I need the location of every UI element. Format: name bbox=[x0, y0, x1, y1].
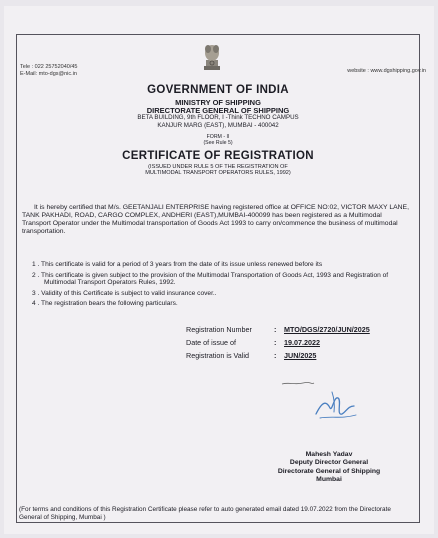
separator-colon: : bbox=[274, 338, 277, 347]
certification-paragraph: It is hereby certified that M/s. GEETANJALI ENTERPRISE having registered office at OFFICE NO:02, VICTOR MAXY LANE, TANK PAKHADI, ROAD, CARGO COMPLEX, ANDHERI (EAST),MUMBAI-400099 has been registered as a Multimodal Transport Operator under the Multimodal transportation of Goods Act 1993 to carry on/commence the business of multimodal transportation. bbox=[22, 204, 409, 235]
signatory-city: Mumbai bbox=[316, 476, 342, 484]
ministry-heading: MINISTRY OF SHIPPING bbox=[175, 98, 261, 107]
issued-under-line-2: MULTIMODAL TRANSPORT OPERATORS RULES, 1992) bbox=[145, 170, 291, 176]
certificate-title: CERTIFICATE OF REGISTRATION bbox=[122, 150, 314, 162]
form-number: FORM - II bbox=[206, 134, 230, 140]
validity-value: JUN/2025 bbox=[284, 351, 317, 360]
validity-label: Registration is Valid bbox=[186, 351, 249, 360]
registration-number-row bbox=[186, 325, 370, 338]
signatory-block bbox=[244, 451, 414, 485]
validity-row bbox=[186, 351, 370, 364]
address-line-2: KANJUR MARG (EAST), MUMBAI - 400042 bbox=[157, 122, 279, 129]
directorate-heading: DIRECTORATE GENERAL OF SHIPPING bbox=[146, 106, 290, 115]
condition-item: 1 . This certificate is valid for a period of 3 years from the date of its issue unless renewed before its bbox=[32, 261, 323, 268]
condition-item: 2 . This certificate is given subject to the provision of the Multimodal Transportation of Goods Act, 1993 and Registration of Multimodal Transport Operators Rules, 1992. bbox=[32, 271, 389, 287]
signature-image bbox=[312, 388, 358, 424]
email-text: E-Mail: mto-dgs@nic.in bbox=[20, 70, 77, 77]
pen-mark bbox=[281, 381, 315, 387]
government-heading: GOVERNMENT OF INDIA bbox=[147, 84, 289, 96]
separator-colon: : bbox=[274, 351, 277, 360]
telephone-text: Tele : 022 25752040/45 bbox=[20, 64, 78, 70]
national-emblem-icon bbox=[200, 40, 224, 72]
registration-number-value: MTO/DGS/2720/JUN/2025 bbox=[284, 325, 370, 334]
conditions-list bbox=[32, 261, 412, 311]
footer-note: (For terms and conditions of this Registration Certificate please refer to auto generated email dated 19.07.2022 from the Directorate General of Shipping, Mumbai ) bbox=[19, 506, 391, 521]
registration-number-label: Registration Number bbox=[186, 325, 252, 334]
registration-particulars bbox=[186, 325, 370, 364]
issue-date-row bbox=[186, 338, 370, 351]
issued-under-line-1: (ISSUED UNDER RULE 5 OF THE REGISTRATION OF bbox=[148, 164, 288, 170]
issue-date-value: 19.07.2022 bbox=[284, 338, 320, 347]
address-line-1: BETA BUILDING, 9th FLOOR, I -Think TECHNO CAMPUS bbox=[137, 114, 299, 121]
issue-date-label: Date of issue of bbox=[186, 338, 236, 347]
separator-colon: : bbox=[274, 325, 277, 334]
signatory-organization: Directorate General of Shipping bbox=[277, 467, 381, 475]
condition-item: 4 . The registration bears the following particulars. bbox=[32, 300, 178, 308]
condition-item: 3 . Validity of this Certificate is subject to valid insurance cover.. bbox=[32, 289, 217, 297]
signatory-designation: Deputy Director General bbox=[289, 459, 369, 467]
website-text: website : www.dgshipping.gov.in bbox=[347, 68, 426, 74]
contact-block bbox=[20, 64, 78, 77]
signatory-name: Mahesh Yadav bbox=[305, 451, 353, 458]
rule-reference: (See Rule 5) bbox=[203, 140, 233, 146]
